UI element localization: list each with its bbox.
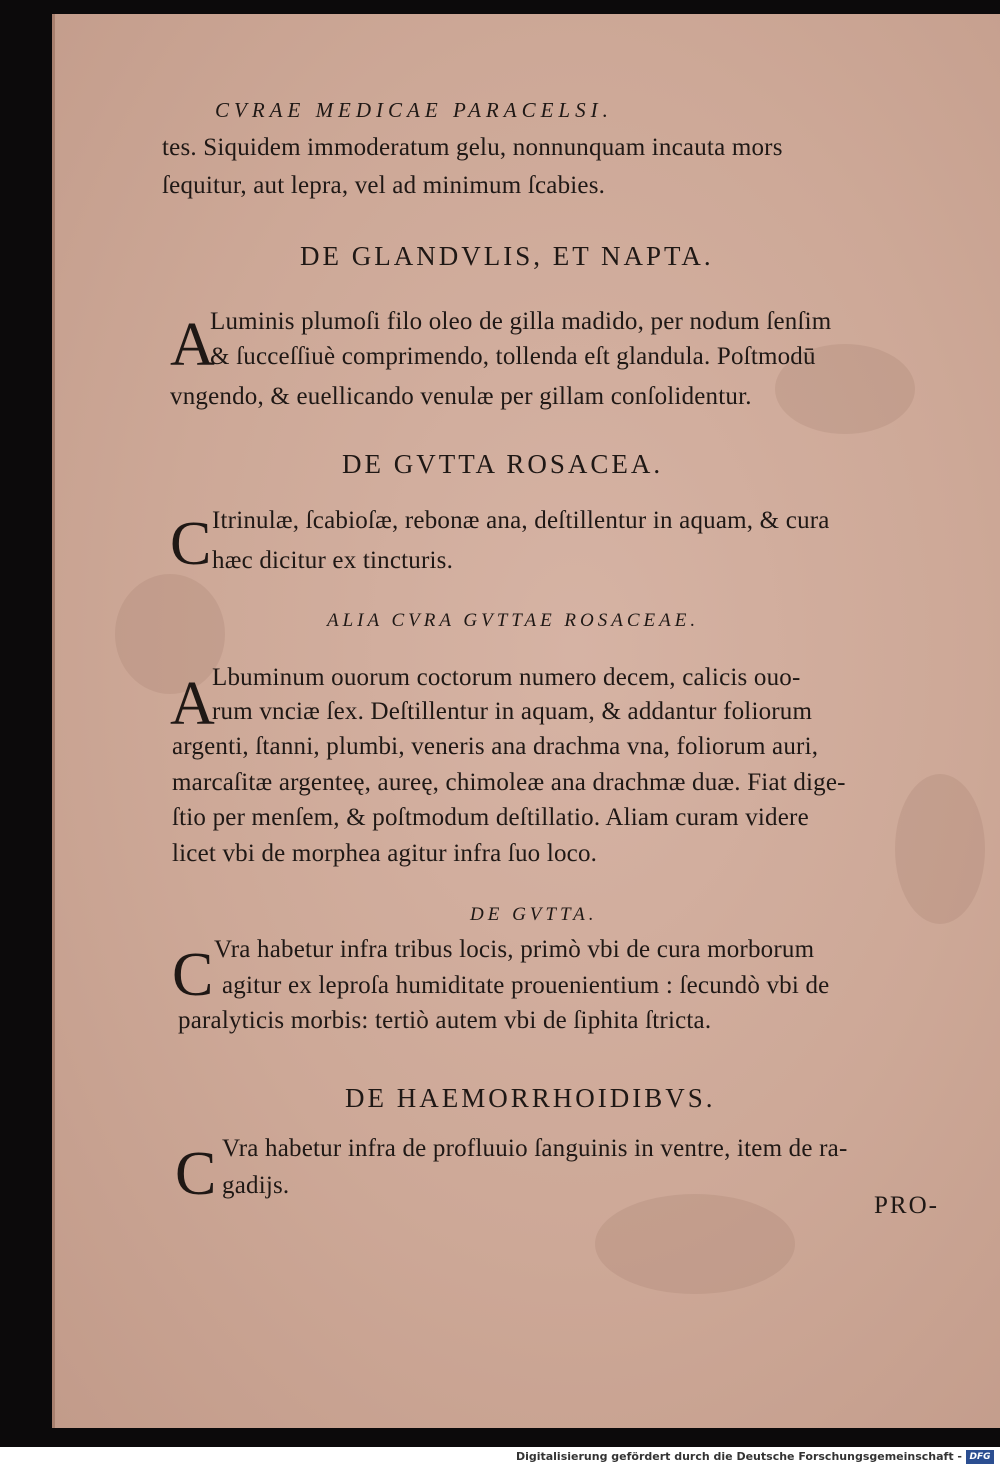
paper-stain [895,774,985,924]
body-line: ſequitur, aut lepra, vel ad minimum ſcabies. [162,172,606,199]
drop-cap: C [175,1140,217,1208]
body-line: agitur ex leproſa humiditate prouenientium : ſecundò vbi de [222,972,830,999]
drop-cap: C [170,510,212,578]
drop-cap: A [170,311,215,379]
body-line: & ſucceſſiuè comprimendo, tollenda eſt glandula. Poſtmodū [210,343,816,370]
body-line: licet vbi de morphea agitur infra ſuo loco. [172,840,598,867]
body-line: vngendo, & euellicando venulæ per gillam conſolidentur. [170,383,752,410]
section-heading: DE GLANDVLIS, ET NAPTA. [300,241,714,271]
body-line: Lbuminum ouorum coctorum numero decem, calicis ouo- [212,664,801,691]
body-line: Vra habetur infra tribus locis, primò vbi de cura morborum [214,936,815,963]
body-line: Itrinulæ, ſcabioſæ, rebonæ ana, deſtillentur in aquam, & cura [212,507,830,534]
drop-cap: A [170,670,215,738]
section-heading: DE GVTTA ROSACEA. [342,449,664,479]
body-line: gadijs. [222,1172,290,1199]
paper-stain [595,1194,795,1294]
body-line: marcaſitæ argenteę, aureę, chimoleæ ana drachmæ duæ. Fiat dige- [172,769,846,796]
body-line: Vra habetur infra de profluuio ſanguinis in ventre, item de ra- [222,1135,848,1162]
running-head: CVRAE MEDICAE PARACELSI. [215,98,613,122]
body-line: paralyticis morbis: tertiò autem vbi de ſiphita ſtricta. [178,1007,712,1034]
catchword: PRO- [874,1192,939,1219]
digitization-credit: Digitalisierung gefördert durch die Deutsche Forschungsgemeinschaft - [515,1450,962,1463]
section-heading: ALIA CVRA GVTTAE ROSACEAE. [327,610,700,631]
section-heading: DE HAEMORRHOIDIBVS. [345,1083,716,1113]
footer-bar [0,1447,1000,1470]
body-line: ſtio per menſem, & poſtmodum deſtillatio. Aliam curam videre [172,804,809,831]
body-line: Luminis plumoſi filo oleo de gilla madido, per nodum ſenſim [210,308,832,335]
section-heading: DE GVTTA. [470,904,598,925]
body-line: rum vnciæ ſex. Deſtillentur in aquam, & addantur foliorum [212,698,813,725]
drop-cap: C [172,941,214,1009]
body-line: argenti, ſtanni, plumbi, veneris ana drachma vna, foliorum auri, [172,733,819,760]
dfg-logo-icon: DFG [966,1450,994,1464]
body-line: hæc dicitur ex tincturis. [212,547,454,574]
body-line: tes. Siquidem immoderatum gelu, nonnunquam incauta mors [162,134,783,161]
